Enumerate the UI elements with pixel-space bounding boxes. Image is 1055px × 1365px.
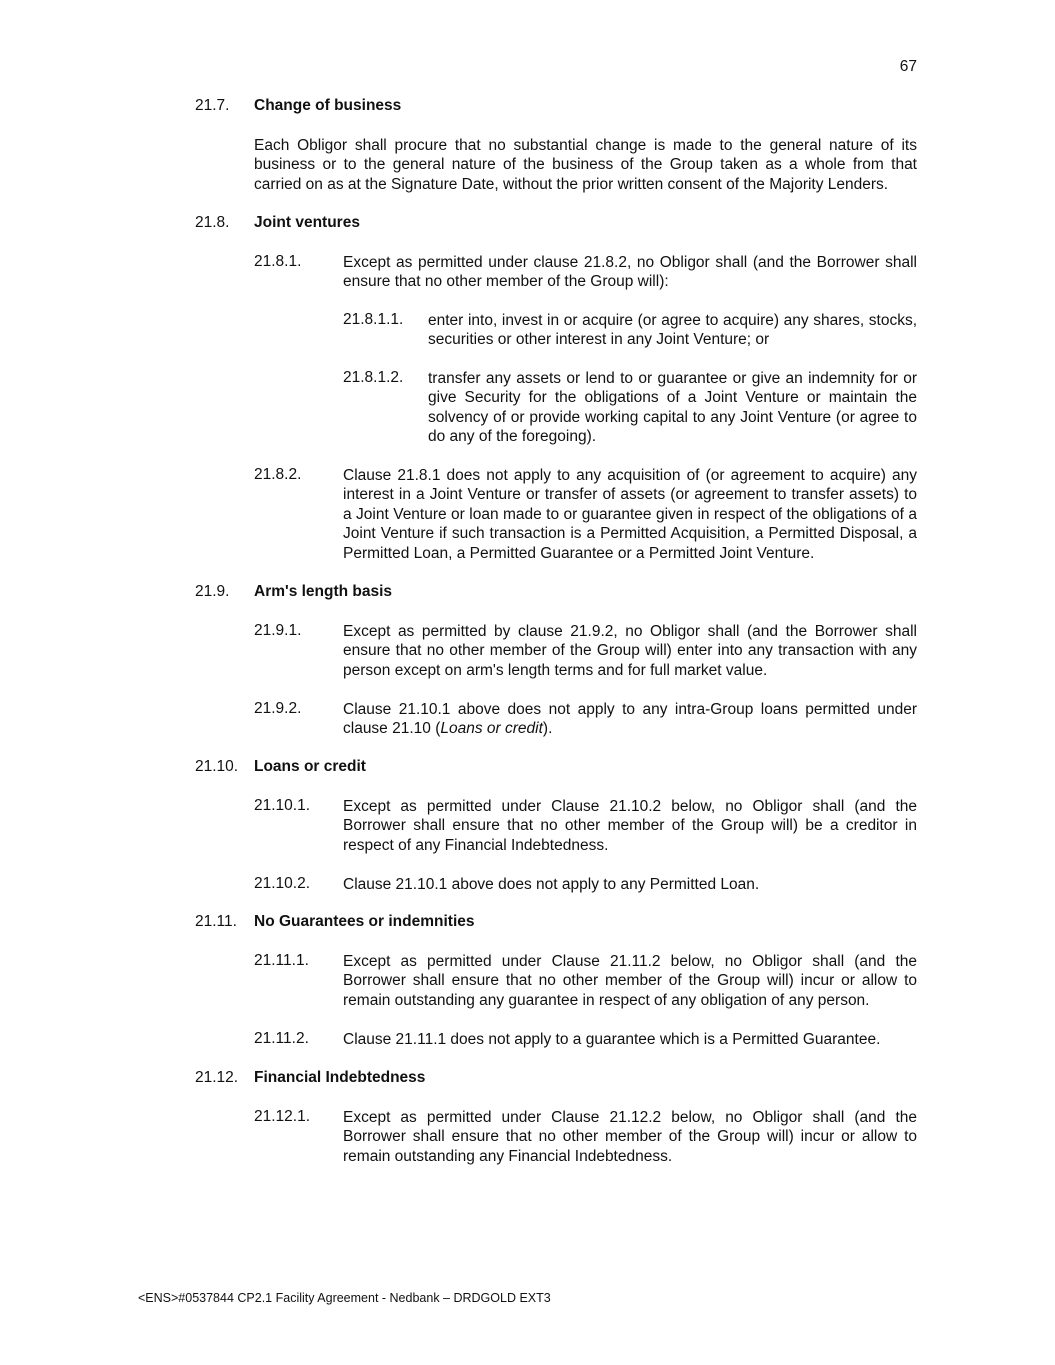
section-title-21-7: Change of business (254, 97, 402, 114)
clause-number-21-8-1: 21.8.1. (254, 253, 302, 270)
section-number-21-10: 21.10. (195, 758, 239, 775)
section-number-21-11: 21.11. (195, 913, 237, 930)
clause-text-21-12-1: Except as permitted under Clause 21.12.2 below, no Obligor shall (and the Borrower shall ensure that no other member of the Group will) incur or allow to remain outstanding any Financial Indebtedness. (343, 1109, 917, 1165)
section-title-21-8: Joint ventures (254, 214, 360, 231)
clause-number-21-11-1: 21.11.1. (254, 952, 309, 969)
section-title-21-12: Financial Indebtedness (254, 1069, 426, 1086)
section-title-21-10: Loans or credit (254, 758, 366, 775)
clause-text-21-11-1: Except as permitted under Clause 21.11.2 below, no Obligor shall (and the Borrower shall ensure that no other member of the Group will) incur or allow to remain outstanding any guarantee in respect of any obligation of any person. (343, 953, 917, 1009)
clause-number-21-10-1: 21.10.1. (254, 797, 311, 814)
clause-text-21-11-2: Clause 21.11.1 does not apply to a guarantee which is a Permitted Guarantee. (343, 1031, 881, 1048)
clause-number-21-12-1: 21.12.1. (254, 1108, 311, 1125)
clause-number-21-11-2: 21.11.2. (254, 1030, 309, 1047)
clause-number-21-8-1-2: 21.8.1.2. (343, 369, 404, 386)
page-number: 67 (899, 58, 917, 75)
document-footer: <ENS>#0537844 CP2.1 Facility Agreement - Nedbank – DRDGOLD EXT3 (138, 1291, 551, 1305)
clause-text-21-9-2-part2: ). (542, 720, 553, 738)
clause-text-21-10-2: Clause 21.10.1 above does not apply to any Permitted Loan. (343, 876, 760, 893)
clause-number-21-8-2: 21.8.2. (254, 466, 302, 483)
clause-text-21-8-2: Clause 21.8.1 does not apply to any acquisition of (or agreement to acquire) any interest in a Joint Venture or transfer of assets (or agreement to transfer assets) to a Joint Venture or loan made to or guarantee given in respect of the obligations of a Joint Venture if such transaction is a Permitted Acquisition, a Permitted Disposal, a Permitted Loan, a Permitted Guarantee or a Permitted Joint Venture. (343, 467, 917, 562)
clause-number-21-9-2: 21.9.2. (254, 700, 302, 717)
clause-text-21-8-1: Except as permitted under clause 21.8.2, no Obligor shall (and the Borrower shall ensure that no other member of the Group will): (343, 254, 917, 291)
clause-text-21-9-2 (343, 700, 917, 739)
section-body-21-7: Each Obligor shall procure that no substantial change is made to the general nature of its business or to the general nature of the business of the Group taken as a whole from that carried on as at the Signature Date, without the prior written consent of the Majority Lenders. (254, 137, 917, 193)
clause-number-21-8-1-1: 21.8.1.1. (343, 311, 404, 328)
clause-text-21-9-1: Except as permitted by clause 21.9.2, no Obligor shall (and the Borrower shall ensure that no other member of the Group will) enter into any transaction with any person except on arm's length terms and for full market value. (343, 623, 917, 679)
clause-text-21-10-1: Except as permitted under Clause 21.10.2 below, no Obligor shall (and the Borrower shall ensure that no other member of the Group will) be a creditor in respect of any Financial Indebtedness. (343, 798, 917, 854)
clause-text-21-8-1-2: transfer any assets or lend to or guarantee or give an indemnity for or give Security for the obligations of a Joint Venture or maintain the solvency of or provide working capital to any Joint Venture (or agree to do any of the foregoing). (428, 370, 917, 446)
section-number-21-9: 21.9. (195, 583, 230, 600)
clause-text-21-8-1-1: enter into, invest in or acquire (or agree to acquire) any shares, stocks, securities or other interest in any Joint Venture; or (428, 312, 917, 349)
clause-number-21-9-1: 21.9.1. (254, 622, 302, 639)
section-number-21-8: 21.8. (195, 214, 230, 231)
section-title-21-9: Arm's length basis (254, 583, 393, 600)
section-number-21-12: 21.12. (195, 1069, 239, 1086)
section-title-21-11: No Guarantees or indemnities (254, 913, 475, 930)
section-number-21-7: 21.7. (195, 97, 230, 114)
clause-number-21-10-2: 21.10.2. (254, 875, 311, 892)
clause-text-21-9-2-italic: Loans or credit (440, 720, 543, 738)
clause-text-21-9-2-part1: Clause 21.10.1 above does not apply to any intra-Group loans permitted under clause 21.10 ( (343, 701, 917, 738)
